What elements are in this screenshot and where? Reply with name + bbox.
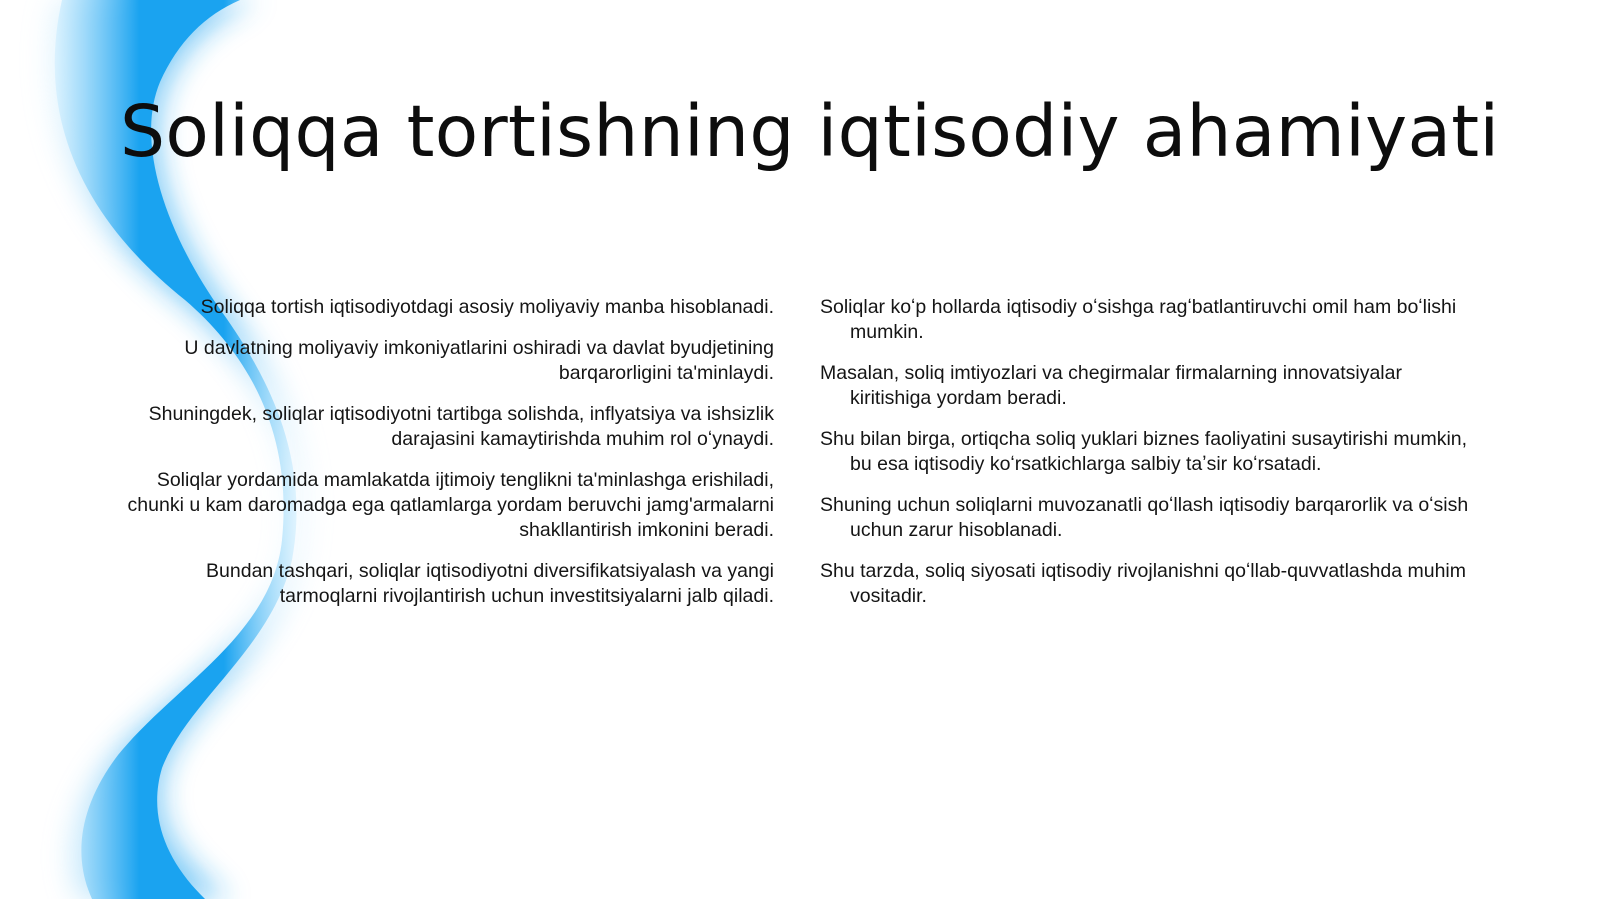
slide-title: Soliqqa tortishning iqtisodiy ahamiyati <box>120 90 1500 173</box>
left-paragraph-2: U davlatning moliyaviy imkoniyatlarini oshiradi va davlat byudjetining barqarorligini ta'minlaydi. <box>184 337 774 384</box>
left-paragraph-4: Soliqlar yordamida mamlakatda ijtimoiy tenglikni ta'minlashga erishiladi, chunki u kam daromadga ega qatlamlarga yordam beruvchi jamg'armalarni shakllantirish imkonini beradi. <box>127 469 774 541</box>
left-paragraph-1: Soliqqa tortish iqtisodiyotdagi asosiy moliyaviy manba hisoblanadi. <box>200 296 774 318</box>
left-paragraph-5: Bundan tashqari, soliqlar iqtisodiyotni diversifikatsiyalash va yangi tarmoqlarni rivojlantirish uchun investitsiyalarni jalb qiladi. <box>206 560 774 607</box>
right-paragraph-4: Shuning uchun soliqlarni muvozanatli qoʻllash iqtisodiy barqarorlik va oʻsish uchun zarur hisoblanadi. <box>820 494 1469 541</box>
left-paragraph-3: Shuningdek, soliqlar iqtisodiyotni tartibga solishda, inflyatsiya va ishsizlik darajasini kamaytirishda muhim rol oʻynaydi. <box>148 403 774 450</box>
right-paragraph-5: Shu tarzda, soliq siyosati iqtisodiy rivojlanishni qoʻllab-quvvatlashda muhim vositadir. <box>820 560 1466 607</box>
right-paragraph-3: Shu bilan birga, ortiqcha soliq yuklari biznes faoliyatini susaytirishi mumkin, bu esa iqtisodiy koʻrsatkichlarga salbiy taʼsir koʻrsatadi. <box>820 428 1468 475</box>
right-paragraph-1: Soliqlar koʻp hollarda iqtisodiy oʻsishga ragʻbatlantiruvchi omil ham boʻlishi mumkin. <box>820 296 1457 343</box>
right-text-column <box>820 295 1480 625</box>
left-text-column <box>120 295 774 625</box>
right-paragraph-2: Masalan, soliq imtiyozlari va chegirmalar firmalarning innovatsiyalar kiritishiga yordam beradi. <box>820 362 1402 409</box>
